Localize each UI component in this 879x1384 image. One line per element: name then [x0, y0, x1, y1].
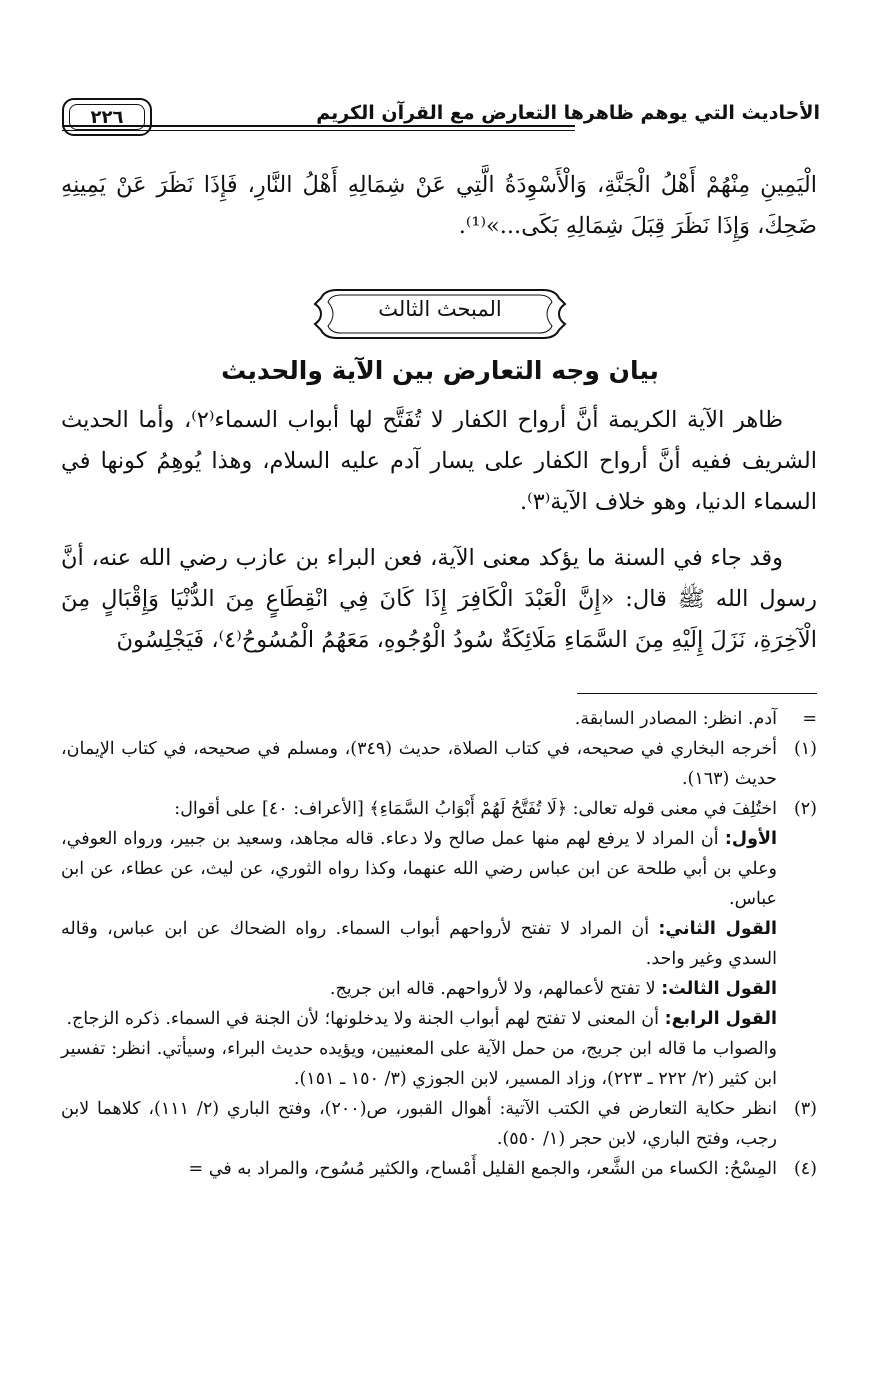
- opinion-text: أن المراد لا يرفع لهم منها عمل صالح ولا دعاء. قاله مجاهد، وسعيد بن جبير، ورواه العوفي، وعلي بن أبي طلحة عن ابن عباس رضي الله عنهما، وكذا رواه الثوري، عن ليث، عن عطاء، عن ابن عباس.: [61, 829, 777, 909]
- footnote-number: (٤): [793, 1159, 817, 1179]
- footnote-2-conclusion: والصواب ما قاله ابن جريج، من حمل الآية على المعنيين، ويؤيده حديث البراء، وسيأتي. انظر: تفسير ابن كثير (٢/ ٢٢٢ ـ ٢٢٣)، وزاد المسير، لابن الجوزي (٣/ ١٥٠ ـ ١٥١).: [61, 1039, 777, 1089]
- section-subtitle: بيان وجه التعارض بين الآية والحديث: [221, 356, 659, 385]
- footnote-2-opinion-4: [61, 1004, 777, 1034]
- opinion-label: الأول:: [724, 829, 777, 849]
- footnote-text: المِسْحُ: الكساء من الشَّعر، والجمع القليل أَمْساح، والكثير مُسُوح، والمراد به في =: [188, 1159, 777, 1179]
- footnote-number: (٢): [793, 799, 817, 819]
- running-title: الأحاديث التي يوهم ظاهرها التعارض مع القرآن الكريم: [316, 102, 820, 124]
- section-label: المبحث الثالث: [378, 297, 502, 321]
- page-number-frame: [62, 98, 152, 136]
- footnote-2-opinion-1: [61, 824, 777, 914]
- footnotes: [61, 704, 817, 1184]
- opinion-text: أن المعنى لا تفتح لهم أبواب الجنة ولا يدخلونها؛ لأن الجنة في السماء. ذكره الزجاج.: [66, 1009, 660, 1029]
- footnote-number: (٣): [793, 1099, 817, 1119]
- page-number: ٢٢٦: [69, 104, 145, 130]
- opinion-label: القول الرابع:: [664, 1009, 777, 1029]
- intro-paragraph: الْيَمِينِ مِنْهُمْ أَهْلُ الْجَنَّةِ، وَالْأَسْوِدَةُ الَّتِي عَنْ شِمَالِهِ أَهْلُ النَّارِ، فَإِذَا نَظَرَ عَنْ يَمِينِهِ ضَحِكَ، وَإِذَا نَظَرَ قِبَلَ شِمَالِهِ بَكَى...»⁽¹⁾.: [61, 172, 817, 239]
- opinion-label: القول الثاني:: [658, 919, 777, 939]
- opinion-text: لا تفتح لأعمالهم، ولا لأرواحهم. قاله ابن جريج.: [329, 979, 656, 999]
- page-header: [62, 92, 820, 142]
- footnote-text: آدم. انظر: المصادر السابقة.: [574, 709, 777, 729]
- section-heading-frame: [307, 284, 573, 344]
- footnote-4: [61, 1154, 817, 1184]
- footnote-number: (١): [793, 739, 817, 759]
- footnote-text: اختُلِفَ في معنى قوله تعالى: ﴿لَا تُفَتَّحُ لَهُمْ أَبْوَابُ السَّمَاءِ﴾ [الأعراف: ٤٠] على أقوال:: [174, 799, 777, 819]
- footnote-3: [61, 1094, 817, 1154]
- footnote-2-opinion-3: [61, 974, 777, 1004]
- opinion-label: القول الثالث:: [661, 979, 777, 999]
- footnote-continuation: [61, 704, 817, 734]
- footnote-marker: =: [802, 709, 817, 729]
- footnote-1: [61, 734, 817, 794]
- footnote-2-opinion-2: [61, 914, 777, 974]
- paragraph-1: ظاهر الآية الكريمة أنَّ أرواح الكفار لا تُفَتَّح لها أبواب السماء⁽٢⁾، وأما الحديث الشريف ففيه أنَّ أرواح الكفار على يسار آدم عليه السلام، وهذا يُوهِمُ كونها في السماء الدنيا، وهو خلاف الآية⁽٣⁾.: [61, 407, 817, 515]
- footnote-text: انظر حكاية التعارض في الكتب الآتية: أهوال القبور، ص(٢٠٠)، وفتح الباري (٢/ ١١١)، كلاهما لابن رجب، وفتح الباري، لابن حجر (١/ ٥٥٠).: [61, 1099, 777, 1149]
- footnote-2: [61, 794, 817, 824]
- footnote-text: أخرجه البخاري في صحيحه، في كتاب الصلاة، حديث (٣٤٩)، ومسلم في صحيحه، في كتاب الإيمان، حديث (١٦٣).: [61, 739, 777, 789]
- paragraph-2: وقد جاء في السنة ما يؤكد معنى الآية، فعن البراء بن عازب رضي الله عنه، أنَّ رسول الله ﷺ قال: «إِنَّ الْعَبْدَ الْكَافِرَ إِذَا كَانَ فِي انْقِطَاعٍ مِنَ الدُّنْيَا وَإِقْبَالٍ مِنَ الْآخِرَةِ، نَزَلَ إِلَيْهِ مِنَ السَّمَاءِ مَلَائِكَةٌ سُودُ الْوُجُوهِ، مَعَهُمُ الْمُسُوحُ⁽٤⁾، فَيَجْلِسُونَ: [61, 545, 817, 653]
- opinion-text: أن المراد لا تفتح لأرواحهم أبواب السماء. رواه الضحاك عن ابن عباس، وقاله السدي وغير واحد.: [61, 919, 777, 969]
- footnote-separator: [577, 693, 817, 694]
